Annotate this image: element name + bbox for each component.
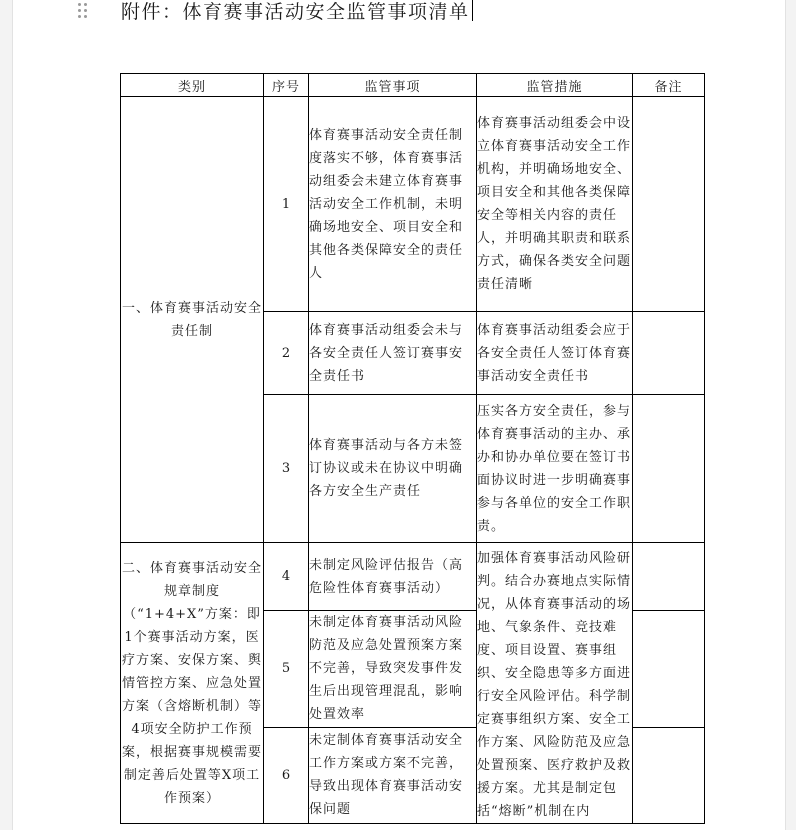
page-edge-right (785, 0, 796, 830)
table-row (121, 543, 705, 611)
remark-cell (633, 312, 705, 395)
category-cell (121, 97, 264, 543)
remark-cell (633, 727, 705, 823)
seq-cell: 3 (264, 395, 309, 543)
header-category: 类别 (121, 74, 264, 97)
item-cell: 体育赛事活动安全责任制度落实不够，体育赛事活动组委会未建立体育赛事活动安全工作机制，未明确场地安全、项目安全和其他各类保障安全的责任人 (309, 97, 477, 312)
category-cell (121, 543, 264, 824)
item-cell: 体育赛事活动组委会未与各安全责任人签订赛事安全责任书 (309, 312, 477, 395)
seq-cell: 4 (264, 543, 309, 611)
header-seq: 序号 (264, 74, 309, 97)
document-heading[interactable] (121, 0, 473, 25)
remark-cell (633, 543, 705, 611)
item-cell: 未制定体育赛事活动风险防范及应急处置预案方案不完善，导致突发事件发生后出现管理混乱，影响处置效率 (309, 611, 477, 727)
category-text: 一、体育赛事活动安全责任制 (121, 300, 262, 339)
measure-cell: 体育赛事活动组委会中设立体育赛事活动安全工作机构，并明确场地安全、项目安全和其他各类保障安全等相关内容的责任人，并明确其职责和联系方式，确保各类安全问题责任清晰 (477, 97, 633, 312)
measure-cell: 加强体育赛事活动风险研判。结合办赛地点实际情况，从体育赛事活动的场地、气象条件、竞技难度、项目设置、赛事组织、安全隐患等多方面进行安全风险评估。科学制定赛事组织方案、安全工作方案、风险防范及应急处置预案、医疗救护及救援方案。尤其是制定包括“熔断”机制在内 (477, 543, 633, 824)
table-header-row (121, 74, 705, 97)
item-cell: 未制定风险评估报告（高危险性体育赛事活动） (309, 543, 477, 611)
header-measure: 监管措施 (477, 74, 633, 97)
remark-cell (633, 611, 705, 727)
item-cell: 未定制体育赛事活动安全工作方案或方案不完善，导致出现体育赛事活动安保问题 (309, 727, 477, 823)
measure-cell: 压实各方安全责任，参与体育赛事活动的主办、承办和协办单位要在签订书面协议时进一步明确赛事参与各单位的安全工作职责。 (477, 395, 633, 543)
heading-text: 附件：体育赛事活动安全监管事项清单 (121, 1, 470, 23)
page-edge-left (0, 0, 13, 830)
text-cursor (472, 0, 473, 21)
seq-cell: 2 (264, 312, 309, 395)
drag-handle-icon[interactable] (78, 3, 88, 19)
measure-cell: 体育赛事活动组委会应于各安全责任人签订体育赛事活动安全责任书 (477, 312, 633, 395)
item-cell: 体育赛事活动与各方未签订协议或未在协议中明确各方安全生产责任 (309, 395, 477, 543)
seq-cell: 6 (264, 727, 309, 823)
header-item: 监管事项 (309, 74, 477, 97)
header-remark: 备注 (633, 74, 705, 97)
supervision-table (120, 73, 705, 824)
remark-cell (633, 97, 705, 312)
table-row (121, 97, 705, 312)
seq-cell: 5 (264, 611, 309, 727)
category-text: 二、体育赛事活动安全规章制度（“1+4+X”方案：即1个赛事活动方案，医疗方案、安保方案、舆情管控方案、应急处置方案（含熔断机制）等4项安全防护工作预案，根据赛事规模需要制定善后处置等X项工作预案） (121, 560, 262, 806)
seq-cell: 1 (264, 97, 309, 312)
remark-cell (633, 395, 705, 543)
